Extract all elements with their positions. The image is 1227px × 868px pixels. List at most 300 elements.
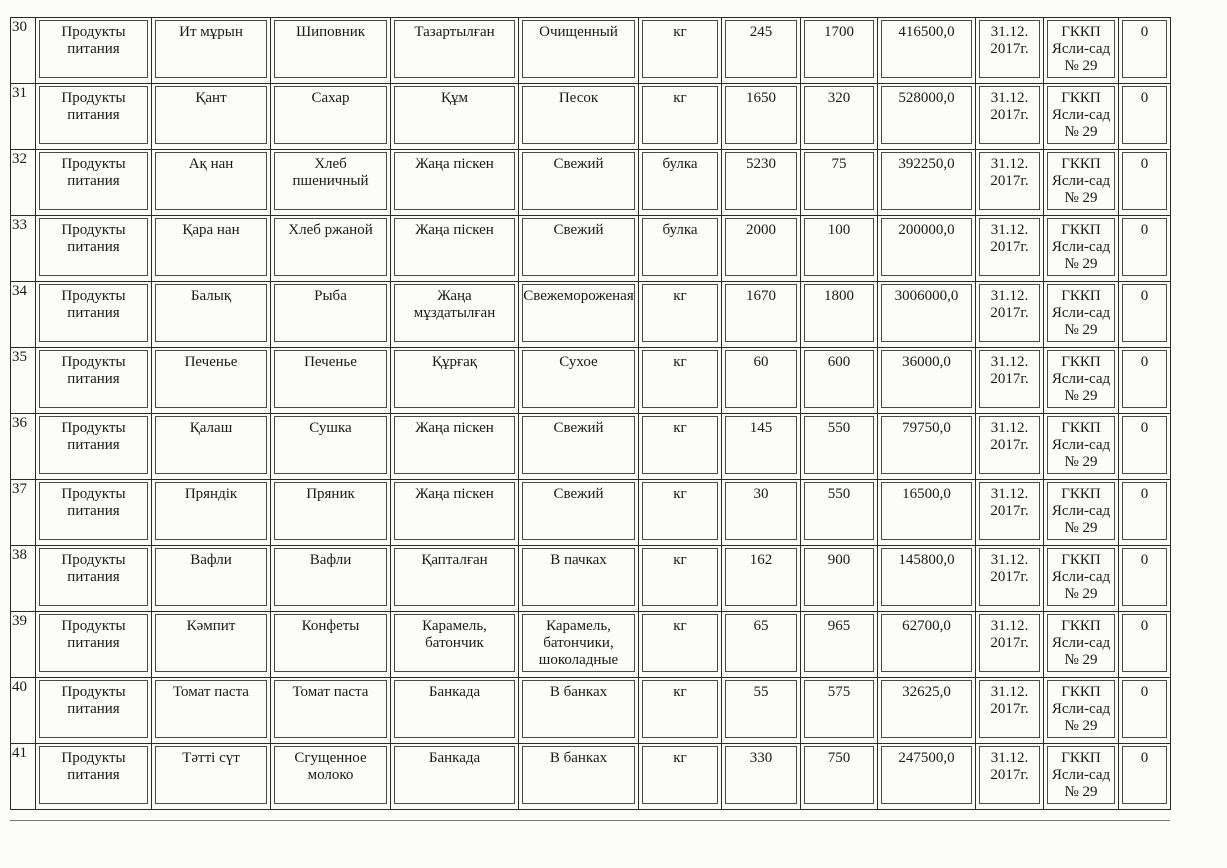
state-ru-cell: [519, 546, 639, 612]
row-number-text: 34: [12, 283, 27, 299]
organization-cell: [1044, 216, 1119, 282]
state-ru-cell-text: Карамель, батончики, шоколадные: [522, 614, 635, 672]
name-kz-cell: [152, 414, 271, 480]
organization-cell-text: ГККП Ясли-сад № 29: [1047, 614, 1115, 672]
price-cell: [801, 348, 878, 414]
state-ru-cell: [519, 150, 639, 216]
quantity-cell: [722, 744, 801, 810]
table-row: [11, 282, 1171, 348]
state-ru-cell: [519, 84, 639, 150]
unit-cell: [639, 282, 722, 348]
quantity-cell-text: 30: [725, 482, 797, 540]
sum-cell-text: 247500,0: [881, 746, 972, 804]
table-body: [11, 18, 1171, 810]
state-kz-cell-text: Жаңа піскен: [394, 416, 515, 474]
organization-cell-text: ГККП Ясли-сад № 29: [1047, 86, 1115, 144]
sum-cell: [878, 678, 976, 744]
quantity-cell: [722, 414, 801, 480]
date-cell: [976, 18, 1044, 84]
quantity-cell: [722, 612, 801, 678]
state-kz-cell-text: Қапталған: [394, 548, 515, 606]
balance-cell-text: 0: [1122, 284, 1167, 342]
state-kz-cell: [391, 216, 519, 282]
name-kz-cell: [152, 150, 271, 216]
category-cell-text: Продукты питания: [39, 350, 148, 408]
state-kz-cell-text: Құрғақ: [394, 350, 515, 408]
name-kz-cell-text: Вафли: [155, 548, 267, 606]
state-kz-cell-text: Құм: [394, 86, 515, 144]
state-kz-cell-text: Тазартылған: [394, 20, 515, 78]
balance-cell-text: 0: [1122, 416, 1167, 474]
name-ru-cell: [271, 84, 391, 150]
name-ru-cell-text: Печенье: [274, 350, 387, 408]
date-cell-text: 31.12. 2017г.: [979, 680, 1040, 738]
sum-cell: [878, 150, 976, 216]
date-cell-text: 31.12. 2017г.: [979, 482, 1040, 540]
balance-cell: [1119, 216, 1171, 282]
quantity-cell-text: 2000: [725, 218, 797, 276]
state-kz-cell: [391, 480, 519, 546]
category-cell-text: Продукты питания: [39, 746, 148, 804]
name-ru-cell: [271, 678, 391, 744]
row-number-text: 32: [12, 151, 27, 167]
balance-cell: [1119, 282, 1171, 348]
row-number: [11, 546, 36, 612]
quantity-cell-text: 5230: [725, 152, 797, 210]
organization-cell: [1044, 348, 1119, 414]
name-kz-cell: [152, 546, 271, 612]
date-cell: [976, 612, 1044, 678]
balance-cell: [1119, 546, 1171, 612]
price-cell-text: 100: [804, 218, 874, 276]
unit-cell-text: кг: [642, 482, 718, 540]
quantity-cell: [722, 348, 801, 414]
quantity-cell: [722, 18, 801, 84]
name-ru-cell-text: Сахар: [274, 86, 387, 144]
table-row: [11, 480, 1171, 546]
price-cell-text: 600: [804, 350, 874, 408]
name-kz-cell-text: Ақ нан: [155, 152, 267, 210]
price-cell: [801, 546, 878, 612]
organization-cell: [1044, 84, 1119, 150]
row-number: [11, 480, 36, 546]
name-kz-cell: [152, 18, 271, 84]
state-ru-cell: [519, 480, 639, 546]
state-ru-cell: [519, 744, 639, 810]
state-ru-cell-text: Свежий: [522, 416, 635, 474]
unit-cell: [639, 150, 722, 216]
name-kz-cell-text: Томат паста: [155, 680, 267, 738]
state-kz-cell: [391, 546, 519, 612]
sum-cell: [878, 414, 976, 480]
table-row: [11, 18, 1171, 84]
category-cell: [36, 744, 152, 810]
balance-cell: [1119, 150, 1171, 216]
name-kz-cell: [152, 348, 271, 414]
name-ru-cell-text: Хлеб ржаной: [274, 218, 387, 276]
category-cell: [36, 348, 152, 414]
date-cell-text: 31.12. 2017г.: [979, 86, 1040, 144]
name-ru-cell-text: Сгущенное молоко: [274, 746, 387, 804]
balance-cell-text: 0: [1122, 218, 1167, 276]
date-cell: [976, 678, 1044, 744]
price-cell-text: 550: [804, 482, 874, 540]
state-kz-cell: [391, 414, 519, 480]
quantity-cell-text: 60: [725, 350, 797, 408]
organization-cell: [1044, 546, 1119, 612]
state-ru-cell-text: Песок: [522, 86, 635, 144]
price-cell-text: 575: [804, 680, 874, 738]
organization-cell: [1044, 414, 1119, 480]
quantity-cell-text: 245: [725, 20, 797, 78]
sum-cell: [878, 216, 976, 282]
category-cell: [36, 678, 152, 744]
row-number-text: 40: [12, 679, 27, 695]
organization-cell-text: ГККП Ясли-сад № 29: [1047, 416, 1115, 474]
table-row: [11, 150, 1171, 216]
name-kz-cell-text: Тәтті сүт: [155, 746, 267, 804]
balance-cell-text: 0: [1122, 482, 1167, 540]
table-row: [11, 348, 1171, 414]
price-cell: [801, 612, 878, 678]
inventory-table: [10, 17, 1171, 810]
sum-cell: [878, 18, 976, 84]
date-cell: [976, 84, 1044, 150]
organization-cell-text: ГККП Ясли-сад № 29: [1047, 20, 1115, 78]
category-cell-text: Продукты питания: [39, 218, 148, 276]
sum-cell-text: 3006000,0: [881, 284, 972, 342]
balance-cell: [1119, 84, 1171, 150]
date-cell: [976, 480, 1044, 546]
sum-cell: [878, 84, 976, 150]
price-cell: [801, 414, 878, 480]
balance-cell-text: 0: [1122, 350, 1167, 408]
price-cell: [801, 282, 878, 348]
date-cell-text: 31.12. 2017г.: [979, 416, 1040, 474]
state-ru-cell-text: Свежий: [522, 218, 635, 276]
organization-cell-text: ГККП Ясли-сад № 29: [1047, 746, 1115, 804]
state-kz-cell: [391, 348, 519, 414]
category-cell: [36, 480, 152, 546]
organization-cell-text: ГККП Ясли-сад № 29: [1047, 680, 1115, 738]
sum-cell: [878, 612, 976, 678]
organization-cell-text: ГККП Ясли-сад № 29: [1047, 548, 1115, 606]
state-ru-cell-text: В банках: [522, 746, 635, 804]
name-ru-cell: [271, 282, 391, 348]
balance-cell: [1119, 480, 1171, 546]
unit-cell-text: булка: [642, 152, 718, 210]
quantity-cell-text: 1650: [725, 86, 797, 144]
category-cell-text: Продукты питания: [39, 284, 148, 342]
name-kz-cell: [152, 282, 271, 348]
date-cell: [976, 744, 1044, 810]
quantity-cell: [722, 480, 801, 546]
unit-cell: [639, 216, 722, 282]
row-number-text: 31: [12, 85, 27, 101]
unit-cell: [639, 84, 722, 150]
state-ru-cell-text: Свежий: [522, 152, 635, 210]
name-ru-cell-text: Рыба: [274, 284, 387, 342]
category-cell: [36, 612, 152, 678]
sum-cell-text: 62700,0: [881, 614, 972, 672]
organization-cell: [1044, 612, 1119, 678]
quantity-cell-text: 55: [725, 680, 797, 738]
price-cell: [801, 678, 878, 744]
name-kz-cell-text: Ит мұрын: [155, 20, 267, 78]
sum-cell-text: 79750,0: [881, 416, 972, 474]
name-kz-cell-text: Пряндік: [155, 482, 267, 540]
quantity-cell-text: 162: [725, 548, 797, 606]
name-ru-cell-text: Сушка: [274, 416, 387, 474]
date-cell: [976, 546, 1044, 612]
unit-cell: [639, 744, 722, 810]
unit-cell-text: кг: [642, 416, 718, 474]
row-number-text: 36: [12, 415, 27, 431]
row-number: [11, 282, 36, 348]
quantity-cell-text: 145: [725, 416, 797, 474]
price-cell: [801, 84, 878, 150]
category-cell: [36, 282, 152, 348]
row-number: [11, 84, 36, 150]
category-cell-text: Продукты питания: [39, 416, 148, 474]
sum-cell: [878, 282, 976, 348]
organization-cell-text: ГККП Ясли-сад № 29: [1047, 284, 1115, 342]
balance-cell-text: 0: [1122, 680, 1167, 738]
date-cell: [976, 282, 1044, 348]
category-cell-text: Продукты питания: [39, 680, 148, 738]
name-ru-cell-text: Пряник: [274, 482, 387, 540]
unit-cell-text: кг: [642, 284, 718, 342]
state-kz-cell: [391, 150, 519, 216]
date-cell-text: 31.12. 2017г.: [979, 614, 1040, 672]
name-ru-cell: [271, 150, 391, 216]
row-number: [11, 348, 36, 414]
organization-cell: [1044, 150, 1119, 216]
name-kz-cell-text: Қант: [155, 86, 267, 144]
name-kz-cell-text: Печенье: [155, 350, 267, 408]
date-cell-text: 31.12. 2017г.: [979, 284, 1040, 342]
name-kz-cell-text: Қара нан: [155, 218, 267, 276]
state-kz-cell: [391, 612, 519, 678]
table-row: [11, 546, 1171, 612]
category-cell-text: Продукты питания: [39, 86, 148, 144]
balance-cell-text: 0: [1122, 20, 1167, 78]
balance-cell-text: 0: [1122, 152, 1167, 210]
sum-cell-text: 16500,0: [881, 482, 972, 540]
name-ru-cell: [271, 414, 391, 480]
unit-cell: [639, 480, 722, 546]
state-kz-cell: [391, 84, 519, 150]
quantity-cell: [722, 282, 801, 348]
state-ru-cell-text: В банках: [522, 680, 635, 738]
price-cell: [801, 150, 878, 216]
category-cell-text: Продукты питания: [39, 152, 148, 210]
price-cell-text: 900: [804, 548, 874, 606]
date-cell: [976, 150, 1044, 216]
state-ru-cell-text: Сухое: [522, 350, 635, 408]
state-ru-cell: [519, 18, 639, 84]
name-ru-cell: [271, 546, 391, 612]
name-ru-cell: [271, 18, 391, 84]
organization-cell: [1044, 480, 1119, 546]
row-number: [11, 744, 36, 810]
category-cell: [36, 546, 152, 612]
state-ru-cell: [519, 282, 639, 348]
unit-cell: [639, 612, 722, 678]
table-row: [11, 216, 1171, 282]
category-cell: [36, 216, 152, 282]
balance-cell-text: 0: [1122, 548, 1167, 606]
balance-cell: [1119, 612, 1171, 678]
balance-cell-text: 0: [1122, 614, 1167, 672]
name-ru-cell: [271, 612, 391, 678]
state-kz-cell: [391, 18, 519, 84]
row-number-text: 39: [12, 613, 27, 629]
balance-cell-text: 0: [1122, 86, 1167, 144]
organization-cell: [1044, 282, 1119, 348]
state-kz-cell: [391, 282, 519, 348]
sum-cell: [878, 480, 976, 546]
category-cell-text: Продукты питания: [39, 482, 148, 540]
category-cell-text: Продукты питания: [39, 614, 148, 672]
organization-cell-text: ГККП Ясли-сад № 29: [1047, 350, 1115, 408]
date-cell: [976, 348, 1044, 414]
name-kz-cell: [152, 744, 271, 810]
unit-cell: [639, 678, 722, 744]
state-kz-cell-text: Жаңа піскен: [394, 152, 515, 210]
unit-cell-text: кг: [642, 548, 718, 606]
unit-cell: [639, 414, 722, 480]
name-kz-cell-text: Кәмпит: [155, 614, 267, 672]
sum-cell-text: 392250,0: [881, 152, 972, 210]
unit-cell-text: кг: [642, 614, 718, 672]
organization-cell: [1044, 678, 1119, 744]
state-kz-cell: [391, 744, 519, 810]
name-ru-cell-text: Конфеты: [274, 614, 387, 672]
quantity-cell-text: 65: [725, 614, 797, 672]
category-cell: [36, 414, 152, 480]
quantity-cell: [722, 150, 801, 216]
balance-cell: [1119, 18, 1171, 84]
row-number: [11, 216, 36, 282]
price-cell-text: 1800: [804, 284, 874, 342]
quantity-cell: [722, 546, 801, 612]
balance-cell-text: 0: [1122, 746, 1167, 804]
name-kz-cell: [152, 678, 271, 744]
organization-cell: [1044, 744, 1119, 810]
date-cell-text: 31.12. 2017г.: [979, 548, 1040, 606]
state-ru-cell-text: В пачках: [522, 548, 635, 606]
state-ru-cell: [519, 612, 639, 678]
row-number-text: 35: [12, 349, 27, 365]
quantity-cell-text: 330: [725, 746, 797, 804]
category-cell: [36, 150, 152, 216]
row-number: [11, 678, 36, 744]
state-kz-cell-text: Жаңа піскен: [394, 218, 515, 276]
category-cell: [36, 18, 152, 84]
name-kz-cell-text: Балық: [155, 284, 267, 342]
price-cell-text: 550: [804, 416, 874, 474]
price-cell-text: 1700: [804, 20, 874, 78]
state-ru-cell: [519, 216, 639, 282]
price-cell-text: 75: [804, 152, 874, 210]
name-ru-cell-text: Шиповник: [274, 20, 387, 78]
unit-cell-text: кг: [642, 680, 718, 738]
organization-cell-text: ГККП Ясли-сад № 29: [1047, 482, 1115, 540]
unit-cell: [639, 18, 722, 84]
price-cell-text: 965: [804, 614, 874, 672]
sum-cell-text: 200000,0: [881, 218, 972, 276]
unit-cell-text: кг: [642, 350, 718, 408]
name-ru-cell-text: Вафли: [274, 548, 387, 606]
row-number-text: 38: [12, 547, 27, 563]
organization-cell: [1044, 18, 1119, 84]
date-cell-text: 31.12. 2017г.: [979, 746, 1040, 804]
unit-cell-text: кг: [642, 20, 718, 78]
sum-cell-text: 416500,0: [881, 20, 972, 78]
date-cell-text: 31.12. 2017г.: [979, 350, 1040, 408]
state-kz-cell-text: Банкада: [394, 680, 515, 738]
organization-cell-text: ГККП Ясли-сад № 29: [1047, 152, 1115, 210]
balance-cell: [1119, 678, 1171, 744]
unit-cell-text: кг: [642, 86, 718, 144]
row-number-text: 30: [12, 19, 27, 35]
price-cell: [801, 18, 878, 84]
row-number-text: 41: [12, 745, 27, 761]
state-ru-cell: [519, 348, 639, 414]
row-number-text: 37: [12, 481, 27, 497]
bottom-rule: [10, 820, 1170, 821]
state-ru-cell: [519, 414, 639, 480]
quantity-cell: [722, 216, 801, 282]
state-kz-cell-text: Карамель, батончик: [394, 614, 515, 672]
row-number-text: 33: [12, 217, 27, 233]
unit-cell-text: булка: [642, 218, 718, 276]
price-cell-text: 320: [804, 86, 874, 144]
row-number: [11, 150, 36, 216]
date-cell-text: 31.12. 2017г.: [979, 152, 1040, 210]
state-ru-cell-text: Очищенный: [522, 20, 635, 78]
sum-cell: [878, 348, 976, 414]
name-kz-cell: [152, 480, 271, 546]
state-kz-cell-text: Жаңа піскен: [394, 482, 515, 540]
unit-cell-text: кг: [642, 746, 718, 804]
date-cell: [976, 414, 1044, 480]
name-kz-cell: [152, 84, 271, 150]
date-cell-text: 31.12. 2017г.: [979, 20, 1040, 78]
organization-cell-text: ГККП Ясли-сад № 29: [1047, 218, 1115, 276]
quantity-cell-text: 1670: [725, 284, 797, 342]
table-row: [11, 678, 1171, 744]
table-row: [11, 612, 1171, 678]
date-cell: [976, 216, 1044, 282]
sum-cell: [878, 744, 976, 810]
price-cell: [801, 216, 878, 282]
table-row: [11, 414, 1171, 480]
table-row: [11, 744, 1171, 810]
name-ru-cell: [271, 216, 391, 282]
sum-cell-text: 36000,0: [881, 350, 972, 408]
name-kz-cell-text: Қалаш: [155, 416, 267, 474]
sum-cell: [878, 546, 976, 612]
balance-cell: [1119, 414, 1171, 480]
name-kz-cell: [152, 612, 271, 678]
price-cell: [801, 480, 878, 546]
category-cell-text: Продукты питания: [39, 20, 148, 78]
name-ru-cell: [271, 348, 391, 414]
price-cell: [801, 744, 878, 810]
sum-cell-text: 32625,0: [881, 680, 972, 738]
